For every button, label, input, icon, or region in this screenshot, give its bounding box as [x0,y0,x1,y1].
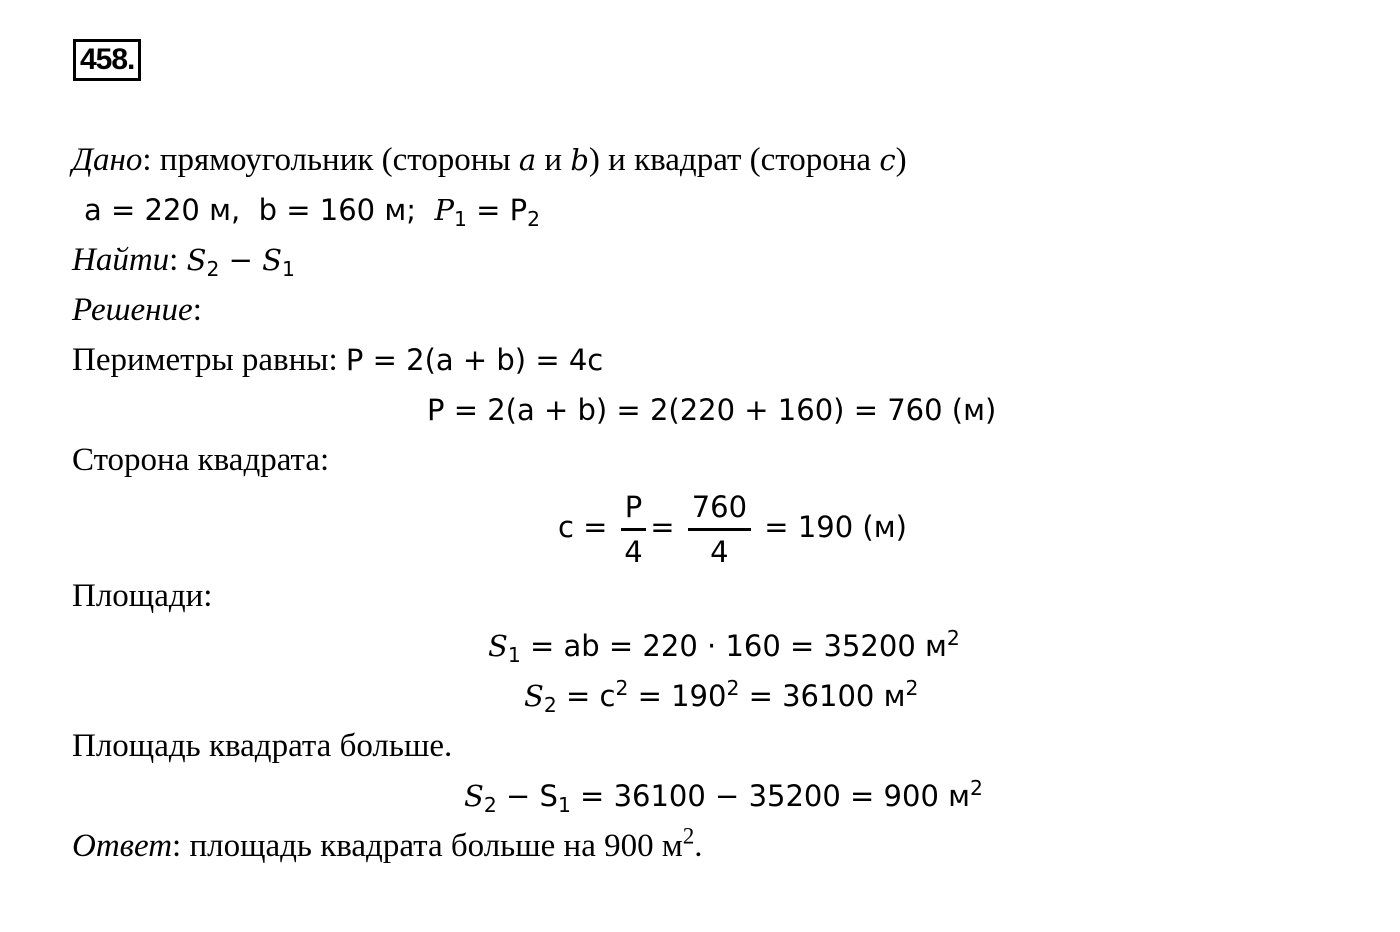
side-formula: c = $\frac{P}{4}$ = $\frac{760}{4}$ = 190 (м) [558,482,907,573]
areas-label: Площади: [72,578,213,614]
answer-line: Ответ: площадь квадрата больше на 900 $м^2$. [72,822,703,864]
conclusion-text: Площадь квадрата больше. [72,728,453,764]
given-values: a = 220 м, b = 160 м; $P_1 = P_2$ [84,193,540,232]
find-line: Найти: $S_2 - S_1$ [72,242,295,282]
given-label: Дано [72,142,143,178]
given-line: Дано: прямоугольник (стороны a и b) и квадрат (сторона c) [72,142,907,178]
perimeter-calc: P = 2(a + b) = 2(220 + 160) = 760 (м) [427,393,997,427]
problem-number: 458. [73,39,141,81]
fraction-760-4: $\frac{760}{4}$ [688,486,751,573]
difference-formula: $S_2 - S_1 = 36100 - 35200 = 900$ $м^2$ [464,775,983,818]
side-label: Сторона квадрата: [72,442,330,478]
solution-label: Решение: [72,292,202,328]
s1-formula: $S_1$ = ab = 220 · 160 = 35200 $м^2$ [488,625,960,668]
perimeter-line: Периметры равны: P = 2(a + b) = 4c [72,342,604,378]
s2-formula: $S_2 = c^2 = 190^2 = 36100$ $м^2$ [524,675,919,718]
fraction-p-4: $\frac{P}{4}$ [621,486,647,573]
